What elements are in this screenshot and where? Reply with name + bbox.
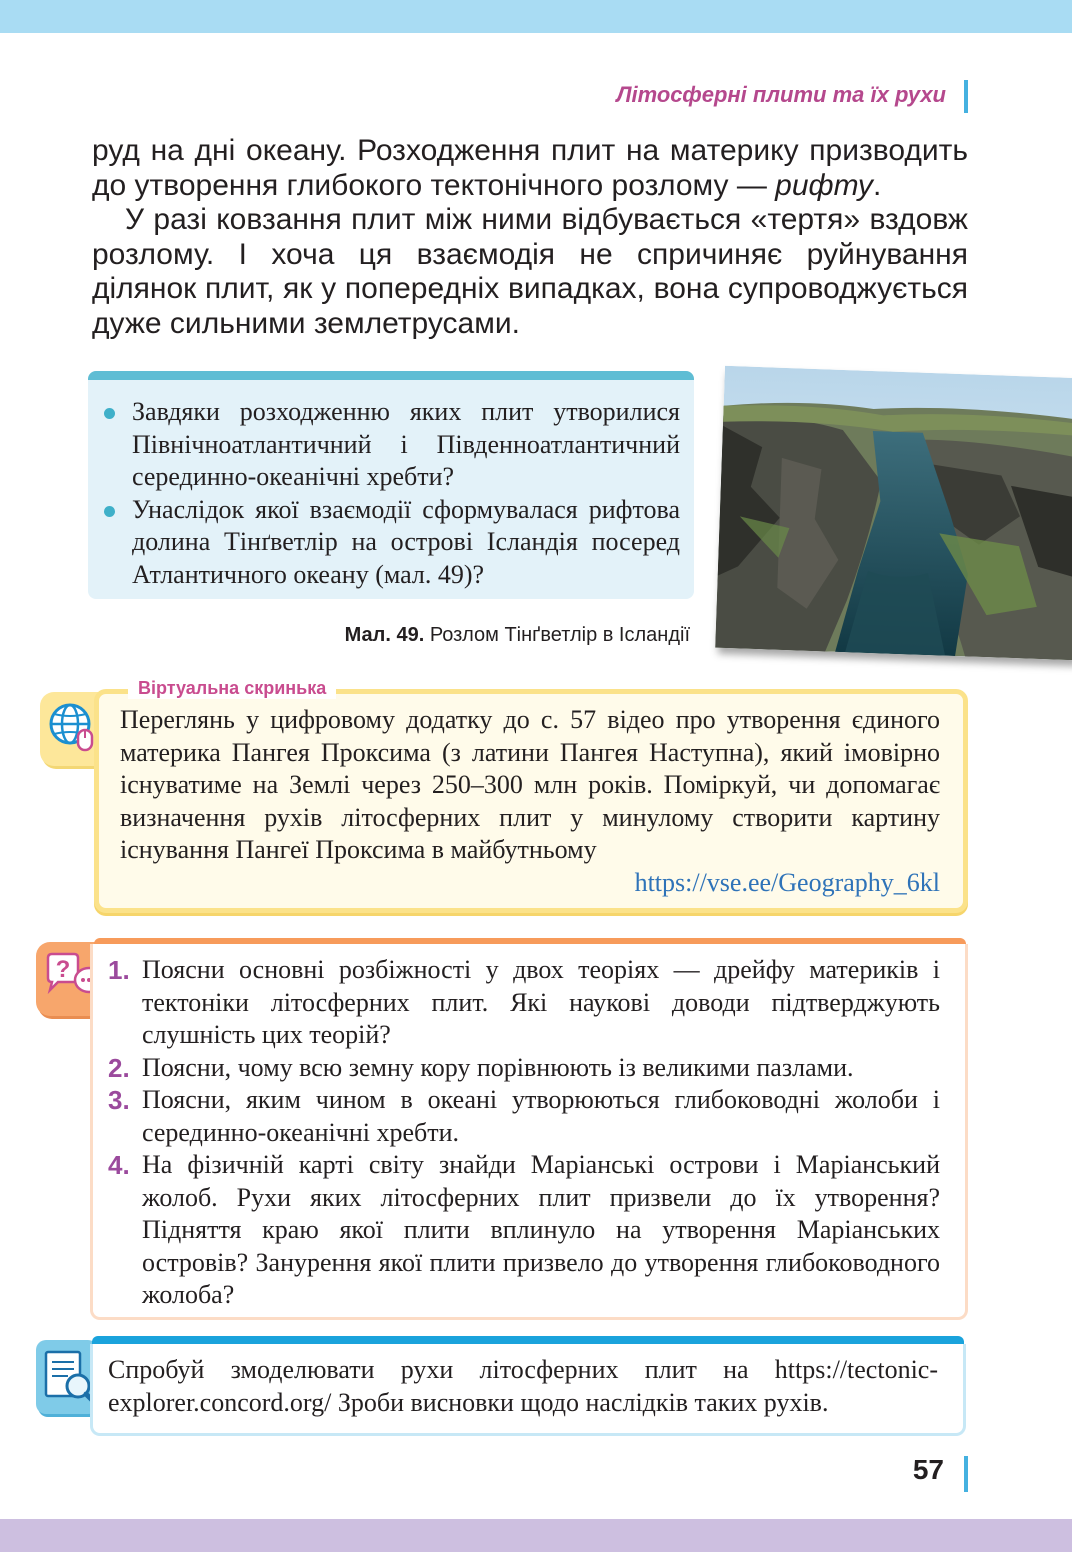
question-item [132, 396, 680, 494]
page-number: 57 [912, 1454, 944, 1485]
try-box-text: Спробуй змоделювати рухи літосферних плит на https://tectonic-explorer.concord.org/ Зроби висновки щодо наслідків таких рухів. [108, 1355, 938, 1417]
body-text [92, 134, 968, 341]
figure-caption-text: Розлом Тінґветлір в Ісландії [424, 624, 690, 646]
task-item [108, 954, 940, 1052]
virtual-box-text: Переглянь у цифровому додатку до с. 57 відео про утворення єдиного материка Пангея Проксима (з латини Пангея Наступна), який імовірно існуватиме на Землі через 250–300 млн років. Поміркуй, чи допомагає визначення рухів літосферних плит у минулому створити картину існування Пангеї Проксима в майбутньому [120, 705, 940, 864]
bottom-color-band [0, 1519, 1072, 1552]
task-item [108, 1084, 940, 1149]
svg-text:?: ? [55, 956, 71, 983]
term-rift: рифту [775, 168, 873, 202]
rift-photo-image [715, 366, 1072, 660]
running-head: Літосферні плити та їх рухи [616, 82, 946, 107]
virtual-box-link[interactable]: https://vse.ee/Geography_6kl [634, 868, 940, 897]
running-head-bar [964, 80, 968, 113]
task-text: Поясни, чому всю земну кору порівнюють із великими пазлами. [142, 1052, 854, 1082]
figure-label: Мал. 49. [344, 624, 425, 646]
figure-caption [280, 624, 690, 647]
task-text: На фізичній карті світу знайди Маріанські острови і Маріанський жолоб. Рухи яких літосферних плит призвели до їх утворення? Підняття краю якої плити вплинуло на утворення Маріанських островів? Занурення якої плити призвело до утворення глибоководного жолоба? [142, 1150, 940, 1309]
task-item [108, 1149, 940, 1312]
virtual-box-title-wrap [128, 678, 336, 699]
paragraph-1-text: руд на дні океану. Розходження плит на материку призводить до утворення глибокого тектонічного розлому — [92, 134, 968, 202]
question-box [88, 371, 694, 599]
bullet-icon [104, 408, 115, 419]
question-text: Завдяки розходженню яких плит утворилися Північноатлантичний і Південноатлантичний серединно-океанічні хребти? [132, 397, 680, 491]
task-number: 4. [108, 1150, 130, 1180]
task-number: 2. [108, 1052, 130, 1083]
paragraph-2: У разі ковзання плит між ними відбувається «тертя» вздовж розлому. І хоча ця взаємодія не спричиняє руйнування ділянок плит, як у попередніх випадках, вона супроводжується дуже сильними землетрусами. [92, 203, 968, 340]
globe-mouse-icon [48, 700, 98, 756]
task-text: Поясни основні розбіжності у двох теоріях — дрейфу материків і тектоніки літосферних плит. Які наукові доводи підтверджують слушність цих теорій? [142, 955, 940, 1049]
task-text: Поясни, яким чином в океані утворюються глибоководні жолоби і серединно-океанічні хребти. [142, 1085, 940, 1147]
rift-photo [715, 366, 1072, 660]
page-number-bar [964, 1456, 968, 1492]
task-number: 3. [108, 1085, 130, 1115]
bullet-icon [104, 506, 115, 517]
tasks-list [108, 954, 940, 1312]
question-item [132, 494, 680, 592]
virtual-box-title: Віртуальна скринька [138, 678, 327, 698]
top-color-band [0, 0, 1072, 33]
question-text: Унаслідок якої взаємодії сформувалася рифтова долина Тінґветлір на острові Ісландія посеред Атлантичного океану (мал. 49)? [132, 494, 680, 589]
task-item [108, 1052, 940, 1085]
paragraph-1-end: . [872, 168, 882, 202]
task-number: 1. [108, 955, 130, 985]
paragraph-1 [92, 134, 968, 203]
